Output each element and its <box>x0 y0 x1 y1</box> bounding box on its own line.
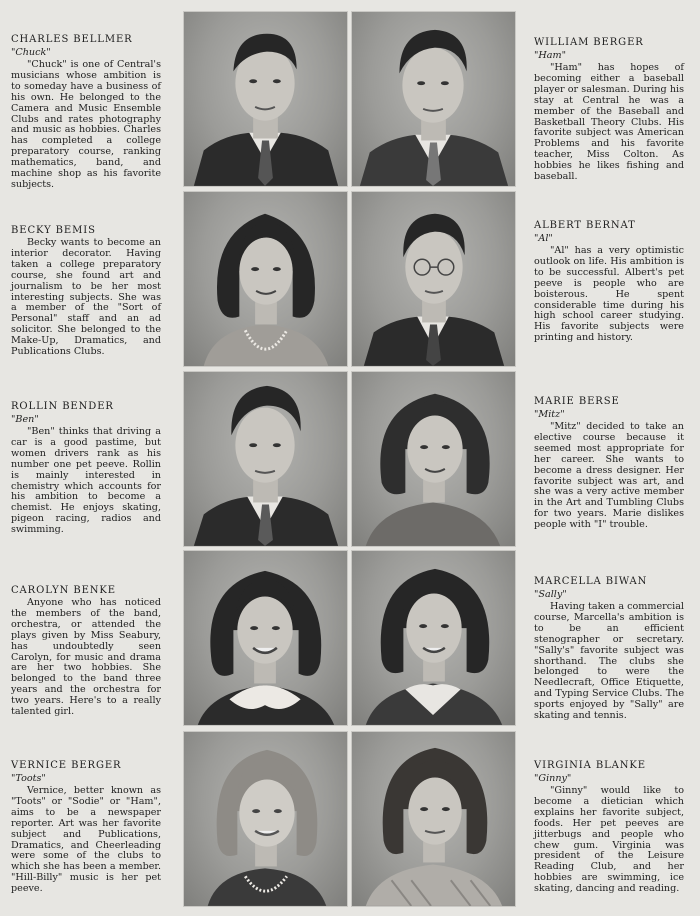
portrait-image <box>184 551 347 725</box>
bio-becky-bemis <box>11 225 161 358</box>
student-nickname: "Chuck" <box>11 47 51 58</box>
bio-marie-berse <box>534 396 684 531</box>
bio-marcella-biwan <box>534 576 684 722</box>
student-bio: "Chuck" is one of Central's musicians whose ambition is to someday have a business of his own. He belonged to the Camera and Music Ensemble Clubs and rates photography and music as hobbies. Charles has completed a college preparatory course, ranking mathematics, band, and machine shop as his favorite subjects. <box>11 59 161 190</box>
student-bio: "Ham" has hopes of becoming either a baseball player or salesman. During his stay at Central he was a member of the Baseball and Basketball Theory Clubs. His favorite subject was American Problems and his favorite teacher, Miss Colton. As hobbies he likes fishing and baseball. <box>534 62 684 183</box>
portrait-marie-berse <box>351 371 516 547</box>
bio-carolyn-benke <box>11 585 161 718</box>
portrait-carolyn-benke <box>183 550 348 726</box>
portrait-charles-bellmer <box>183 11 348 187</box>
student-name: ALBERT BERNAT <box>534 220 636 231</box>
portrait-image <box>352 372 515 546</box>
student-nickname: "Ben" <box>11 414 39 425</box>
student-name: CAROLYN BENKE <box>11 585 117 596</box>
bio-vernice-berger <box>11 760 161 895</box>
student-name: VIRGINIA BLANKE <box>534 760 646 771</box>
student-nickname: "Sally" <box>534 589 567 600</box>
portrait-virginia-blanke <box>351 731 516 907</box>
portrait-image <box>352 192 515 366</box>
student-nickname: "Ginny" <box>534 773 572 784</box>
student-name: BECKY BEMIS <box>11 225 96 236</box>
student-name: MARCELLA BIWAN <box>534 576 648 587</box>
student-bio: "Ginny" would like to become a dietician which explains her favorite subject, foods. Her pet peeves are jitterbugs and people who chew gum. Virginia was president of the Leisure Reading Club, and her hobbies are swimming, ice skating, dancing and reading. <box>534 785 684 895</box>
student-bio: Anyone who has noticed the members of the band, orchestra, or attended the plays given by Miss Seabury, has undoubtedly seen Carolyn, for music and drama are her two hobbies. She belonged to the band three years and the orchestra for two years. Here's to a really talented girl. <box>11 597 161 718</box>
student-nickname: "Al" <box>534 233 553 244</box>
student-nickname: "Toots" <box>11 773 46 784</box>
student-name: MARIE BERSE <box>534 396 620 407</box>
student-bio: "Mitz" decided to take an elective course because it seemed most appropriate for her career. She wants to become a dress designer. Her favorite subject was art, and she was a very active member in the Art and Tumbling Clubs for two years. Marie dislikes people with "I" trouble. <box>534 421 684 531</box>
bio-albert-bernat <box>534 220 684 344</box>
student-nickname: "Ham" <box>534 50 567 61</box>
student-name: VERNICE BERGER <box>11 760 122 771</box>
bio-virginia-blanke <box>534 760 684 895</box>
portrait-image <box>352 732 515 906</box>
portrait-william-berger <box>351 11 516 187</box>
student-bio: Becky wants to become an interior decorator. Having taken a college preparatory course, she found art and journalism to be her most interesting subjects. She was a member of the "Sort of Personal" staff and an ad solicitor. She belonged to the Make-Up, Dramatics, and Publications Clubs. <box>11 237 161 358</box>
student-bio: Having taken a commercial course, Marcella's ambition is to be an efficient stenographer or secretary. "Sally's" favorite subject was shorthand. The clubs she belonged to were the Needlecraft, Office Etiquette, and Typing Service Clubs. The sports enjoyed by "Sally" are skating and tennis. <box>534 601 684 722</box>
portrait-marcella-biwan <box>351 550 516 726</box>
portrait-image <box>184 12 347 186</box>
portrait-image <box>184 192 347 366</box>
student-bio: Vernice, better known as "Toots" or "Sodie" or "Ham", aims to be a newspaper reporter. Art was her favorite subject and Publications, Dramatics, and Cheerleading were some of the clubs to which she has been a member. "Hill-Billy" music is her pet peeve. <box>11 785 161 895</box>
bio-charles-bellmer <box>11 34 161 191</box>
student-bio: "Al" has a very optimistic outlook on life. His ambition is to be successful. Albert's pet peeve is people who are boisterous. He spent considerable time during his high school career studying. His favorite subjects were printing and history. <box>534 245 684 344</box>
portrait-vernice-berger <box>183 731 348 907</box>
portrait-albert-bernat <box>351 191 516 367</box>
student-bio: "Ben" thinks that driving a car is a good pastime, but women drivers rank as his number one pet peeve. Rollin is mainly interested in chemistry which accounts for his ambition to become a chemist. He enjoys skating, pigeon racing, radios and swimming. <box>11 426 161 536</box>
student-name: WILLIAM BERGER <box>534 37 644 48</box>
bio-rollin-bender <box>11 401 161 536</box>
student-name: CHARLES BELLMER <box>11 34 133 45</box>
portrait-image <box>184 372 347 546</box>
portrait-image <box>352 12 515 186</box>
bio-william-berger <box>534 37 684 183</box>
portrait-rollin-bender <box>183 371 348 547</box>
portrait-image <box>352 551 515 725</box>
portrait-becky-bemis <box>183 191 348 367</box>
student-name: ROLLIN BENDER <box>11 401 114 412</box>
student-nickname: "Mitz" <box>534 409 565 420</box>
portrait-image <box>184 732 347 906</box>
